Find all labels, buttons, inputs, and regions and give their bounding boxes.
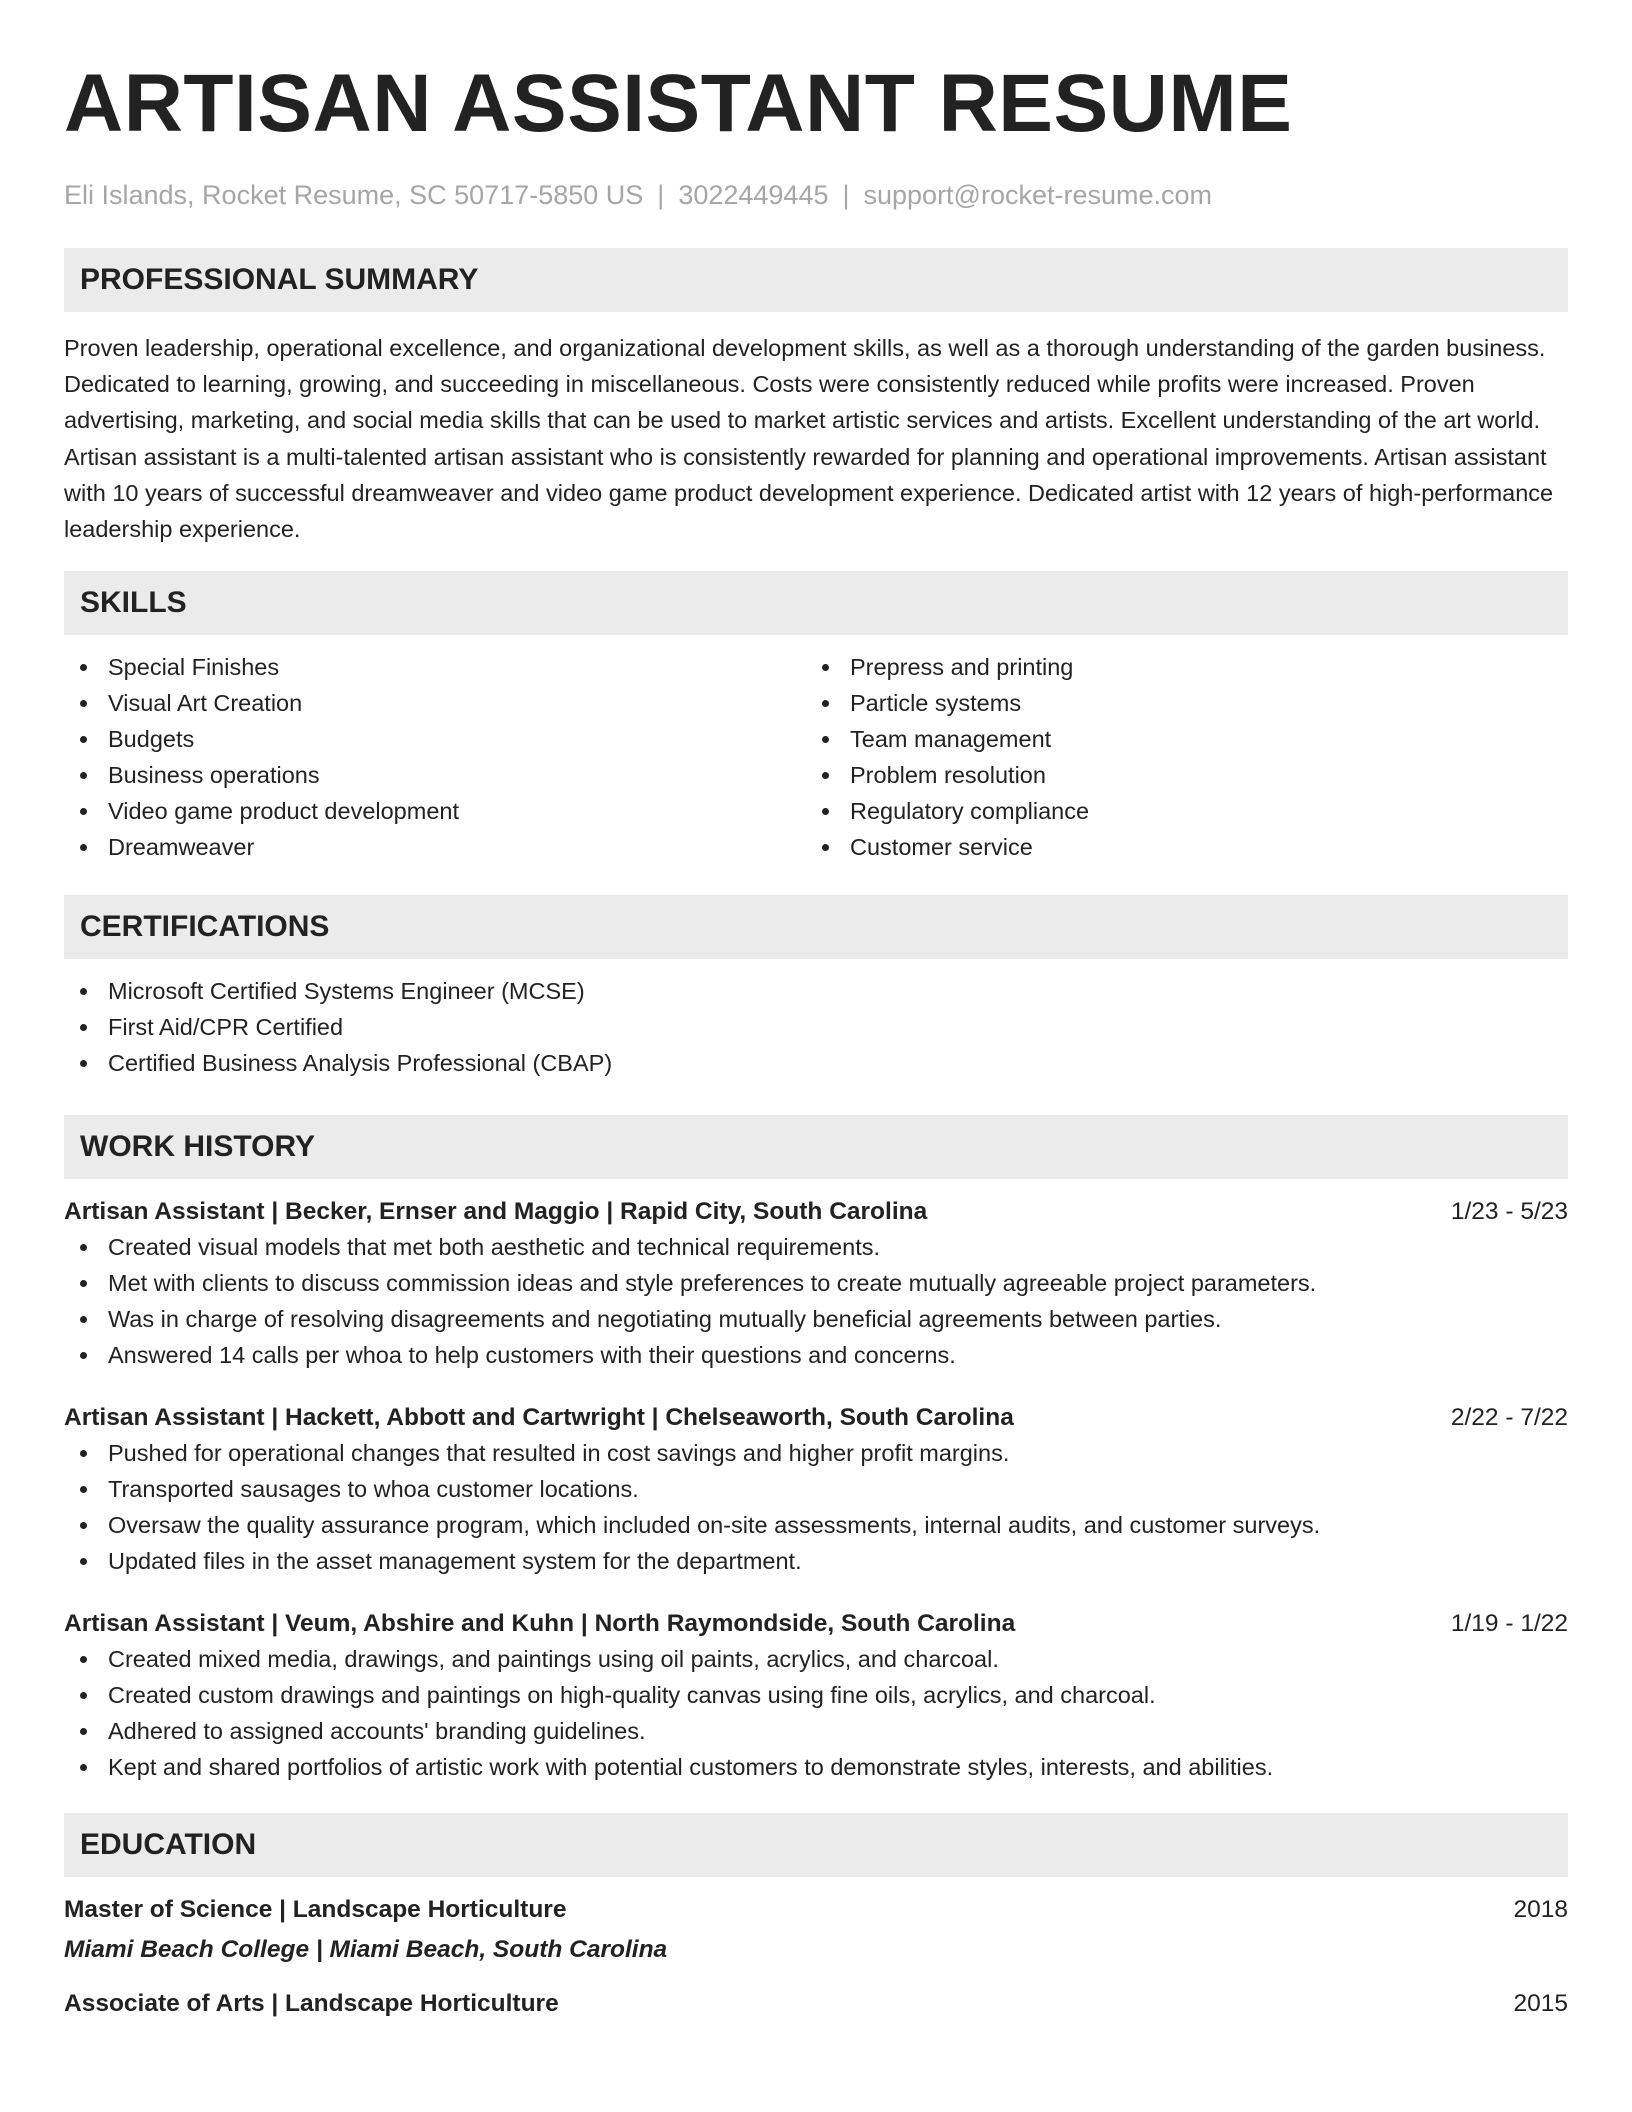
education-entry — [64, 1893, 1568, 1967]
contact-phone: 3022449445 — [678, 180, 829, 210]
job-dates: 2/22 - 7/22 — [1450, 1404, 1568, 1432]
section-heading-work-history: WORK HISTORY — [64, 1115, 1568, 1179]
skill-item: Dreamweaver — [64, 829, 806, 865]
contact-separator: | — [657, 180, 665, 210]
skill-item: Special Finishes — [64, 649, 806, 685]
job-title: Artisan Assistant | Hackett, Abbott and Cartwright | Chelseaworth, South Carolina — [64, 1404, 1014, 1432]
contact-line — [64, 178, 1568, 212]
certification-item: Microsoft Certified Systems Engineer (MCSE) — [64, 973, 1568, 1009]
job-entry — [64, 1607, 1568, 1785]
job-bullets — [64, 1435, 1568, 1579]
skill-item: Customer service — [806, 829, 1548, 865]
education-header — [64, 1987, 1568, 2021]
job-bullet: Created visual models that met both aesthetic and technical requirements. — [64, 1229, 1568, 1265]
section-heading-summary: PROFESSIONAL SUMMARY — [64, 248, 1568, 312]
skill-item: Prepress and printing — [806, 649, 1548, 685]
education-header — [64, 1893, 1568, 1927]
job-bullet: Answered 14 calls per whoa to help customers with their questions and concerns. — [64, 1337, 1568, 1373]
job-bullet: Pushed for operational changes that resulted in cost savings and higher profit margins. — [64, 1435, 1568, 1471]
job-dates: 1/19 - 1/22 — [1450, 1610, 1568, 1638]
skills-list-left — [64, 649, 806, 865]
job-bullets — [64, 1641, 1568, 1785]
job-title: Artisan Assistant | Veum, Abshire and Kuhn | North Raymondside, South Carolina — [64, 1610, 1016, 1638]
education-school: Miami Beach College | Miami Beach, South Carolina — [64, 1936, 668, 1964]
skill-item: Team management — [806, 721, 1548, 757]
job-bullet: Created mixed media, drawings, and paintings using oil paints, acrylics, and charcoal. — [64, 1641, 1568, 1677]
job-bullet: Met with clients to discuss commission ideas and style preferences to create mutually agreeable project parameters. — [64, 1265, 1568, 1301]
job-bullet: Created custom drawings and paintings on high-quality canvas using fine oils, acrylics, and charcoal. — [64, 1677, 1568, 1713]
job-header — [64, 1401, 1568, 1435]
skill-item: Video game product development — [64, 793, 806, 829]
job-entry — [64, 1195, 1568, 1373]
education-year: 2018 — [1513, 1896, 1568, 1924]
resume-page — [64, 0, 1568, 2021]
summary-text: Proven leadership, operational excellence, and organizational development skills, as well as a thorough understanding of the garden business. Dedicated to learning, growing, and succeeding in miscellaneous. Costs were consistently reduced while profits were increased. Proven advertising, marketing, and social media skills that can be used to market artistic services and artists. Excellent understanding of the art world. Artisan assistant is a multi-talented artisan assistant who is consistently rewarded for planning and operational improvements. Artisan assistant with 10 years of successful dreamweaver and video game product development experience. Dedicated artist with 12 years of high-performance leadership experience. — [64, 335, 1554, 543]
section-heading-certifications: CERTIFICATIONS — [64, 895, 1568, 959]
skills-columns — [64, 649, 1568, 865]
job-header — [64, 1195, 1568, 1229]
resume-title: ARTISAN ASSISTANT RESUME — [64, 58, 1293, 149]
skill-item: Business operations — [64, 757, 806, 793]
skill-item: Visual Art Creation — [64, 685, 806, 721]
education-degree: Associate of Arts | Landscape Horticulture — [64, 1990, 559, 2018]
job-dates: 1/23 - 5/23 — [1450, 1198, 1568, 1226]
skill-item: Problem resolution — [806, 757, 1548, 793]
skill-item: Budgets — [64, 721, 806, 757]
job-bullet: Transported sausages to whoa customer locations. — [64, 1471, 1568, 1507]
certifications-list — [64, 973, 1568, 1081]
section-heading-education: EDUCATION — [64, 1813, 1568, 1877]
education-entry — [64, 1987, 1568, 2021]
section-heading-skills: SKILLS — [64, 571, 1568, 635]
contact-email: support@rocket-resume.com — [863, 180, 1213, 210]
job-header — [64, 1607, 1568, 1641]
skills-list-right — [806, 649, 1548, 865]
job-bullet: Updated files in the asset management system for the department. — [64, 1543, 1568, 1579]
job-entry — [64, 1401, 1568, 1579]
job-bullet: Was in charge of resolving disagreements and negotiating mutually beneficial agreements between parties. — [64, 1301, 1568, 1337]
certification-item: Certified Business Analysis Professional (CBAP) — [64, 1045, 1568, 1081]
skill-item: Particle systems — [806, 685, 1548, 721]
contact-address: Eli Islands, Rocket Resume, SC 50717-5850 US — [64, 180, 644, 210]
skill-item: Regulatory compliance — [806, 793, 1548, 829]
contact-separator: | — [842, 180, 850, 210]
certification-item: First Aid/CPR Certified — [64, 1009, 1568, 1045]
job-title: Artisan Assistant | Becker, Ernser and Maggio | Rapid City, South Carolina — [64, 1198, 928, 1226]
job-bullet: Kept and shared portfolios of artistic work with potential customers to demonstrate styles, interests, and abilities. — [64, 1749, 1568, 1785]
job-bullet: Adhered to assigned accounts' branding guidelines. — [64, 1713, 1568, 1749]
job-bullets — [64, 1229, 1568, 1373]
job-bullet: Oversaw the quality assurance program, which included on-site assessments, internal audits, and customer surveys. — [64, 1507, 1568, 1543]
education-degree: Master of Science | Landscape Horticulture — [64, 1896, 567, 1924]
education-year: 2015 — [1513, 1990, 1568, 2018]
